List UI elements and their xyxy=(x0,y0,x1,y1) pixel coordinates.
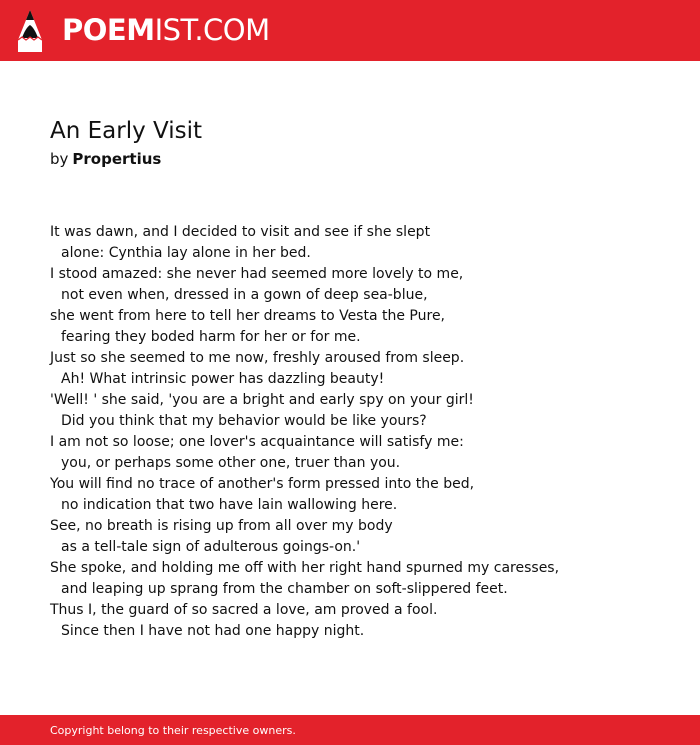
poem-line: as a tell-tale sign of adulterous goings-on.' xyxy=(61,539,361,555)
poem-line: It was dawn, and I decided to visit and see if she slept xyxy=(50,224,431,240)
poem-line: She spoke, and holding me off with her right hand spurned my caresses, xyxy=(50,560,560,576)
site-footer xyxy=(0,715,700,745)
poem-line: alone: Cynthia lay alone in her bed. xyxy=(61,245,311,261)
poem-line: I stood amazed: she never had seemed more lovely to me, xyxy=(50,266,464,282)
poem-line: You will find no trace of another's form pressed into the bed, xyxy=(50,476,475,492)
poem-line: I am not so loose; one lover's acquaintance will satisfy me: xyxy=(50,434,464,450)
poem-line: no indication that two have lain wallowing here. xyxy=(61,497,398,513)
poem-line: Since then I have not had one happy night. xyxy=(61,623,365,639)
site-header xyxy=(0,0,700,61)
poem-line: 'Well! ' she said, 'you are a bright and early spy on your girl! xyxy=(50,392,474,408)
poem-line: you, or perhaps some other one, truer than you. xyxy=(61,455,401,471)
poem-line: not even when, dressed in a gown of deep sea-blue, xyxy=(61,287,428,303)
poem-title: An Early Visit xyxy=(50,118,203,144)
poem-line: Ah! What intrinsic power has dazzling beauty! xyxy=(61,371,385,387)
author-link[interactable]: Propertius xyxy=(72,150,162,168)
poem-byline xyxy=(50,148,670,170)
poem-line: Thus I, the guard of so sacred a love, am proved a fool. xyxy=(50,602,438,618)
poem-line: she went from here to tell her dreams to Vesta the Pure, xyxy=(50,308,446,324)
by-label: by xyxy=(50,150,69,168)
poem-article xyxy=(50,116,670,642)
logo-wordmark-bold: POEM xyxy=(62,13,155,47)
logo-wordmark-light: IST.COM xyxy=(154,13,270,47)
poem-line: Just so she seemed to me now, freshly aroused from sleep. xyxy=(50,350,465,366)
poem-line: and leaping up sprang from the chamber on soft-slippered feet. xyxy=(61,581,508,597)
poem-body xyxy=(50,222,670,642)
pencil-tip-icon[interactable] xyxy=(18,10,42,52)
copyright-notice: Copyright belong to their respective owners. xyxy=(50,723,296,737)
poem-line: See, no breath is rising up from all over my body xyxy=(50,518,393,534)
site-logo[interactable] xyxy=(62,13,270,47)
poem-line: fearing they boded harm for her or for me. xyxy=(61,329,361,345)
poem-line: Did you think that my behavior would be like yours? xyxy=(61,413,427,429)
